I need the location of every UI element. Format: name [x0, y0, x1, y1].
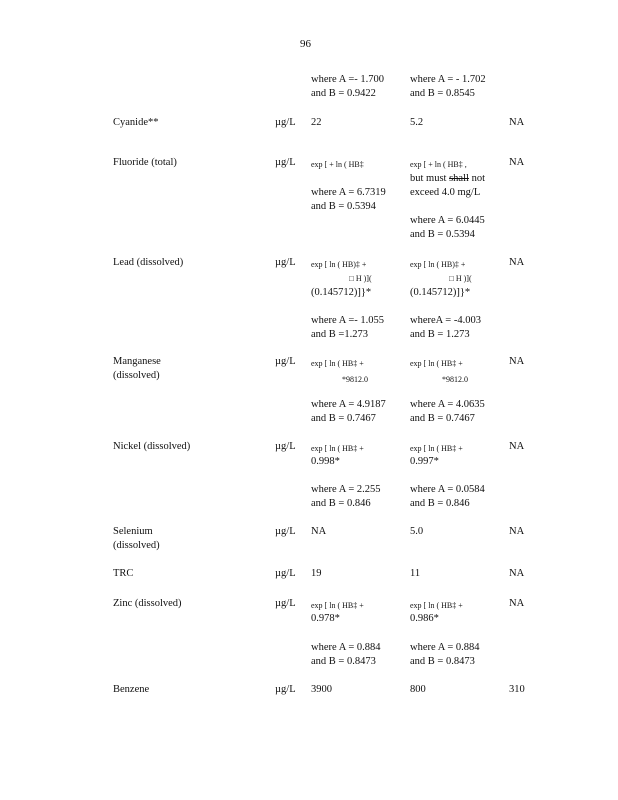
parameter-name: Zinc (dissolved)	[113, 598, 182, 609]
criteria-col2-text: where A = 4.0635	[410, 399, 485, 410]
criteria-col2-text: and B = 0.846	[410, 498, 470, 509]
criteria-col3-text: NA	[509, 598, 525, 609]
criteria-col1-text: and B =1.273	[311, 329, 368, 340]
criteria-col2-text: and B = 0.7467	[410, 413, 475, 424]
criteria-col2-text: and B = 0.8545	[410, 88, 475, 99]
fluoride-note	[410, 172, 485, 185]
criteria-col2-text: whereA = -4.003	[410, 315, 481, 326]
formula-col2: 0.986*	[410, 613, 439, 624]
criteria-col2-text: where A = 0.0584	[410, 484, 485, 495]
criteria-col1-text: where A = 0.884	[311, 642, 381, 653]
unit: µg/L	[275, 117, 296, 128]
formula-col1: □ H )](	[349, 274, 372, 283]
criteria-col1-text: and B = 0.8473	[311, 656, 376, 667]
unit: µg/L	[275, 356, 296, 367]
formula-col1: exp [ ln ( HB‡ +	[311, 601, 364, 610]
note-pre: but must	[410, 173, 450, 184]
parameter-name: Nickel (dissolved)	[113, 441, 191, 452]
unit: µg/L	[275, 526, 296, 537]
criteria-col2-text: and B = 0.8473	[410, 656, 475, 667]
criteria-col2-text: and B = 1.273	[410, 329, 470, 340]
unit: µg/L	[275, 157, 296, 168]
parameter-name: (dissolved)	[113, 540, 160, 551]
unit: µg/L	[275, 257, 296, 268]
criteria-col3-text: NA	[509, 441, 525, 452]
criteria-col3-text: NA	[509, 356, 525, 367]
criteria-col1-text: where A = 2.255	[311, 484, 381, 495]
criteria-col2-text: 5.2	[410, 117, 424, 128]
criteria-col1-text: and B = 0.5394	[311, 201, 376, 212]
unit: µg/L	[275, 568, 296, 579]
unit: µg/L	[275, 684, 296, 695]
criteria-col1-text: where A =- 1.700	[311, 74, 384, 85]
formula-col2: exp [ ln ( HB)‡ +	[410, 260, 466, 269]
criteria-col1-text: NA	[311, 526, 327, 537]
criteria-col3-text: 310	[509, 684, 525, 695]
formula-col2: □ H )](	[449, 274, 472, 283]
criteria-col3-text: NA	[509, 257, 525, 268]
criteria-col2-text: where A = - 1.702	[410, 74, 486, 85]
criteria-col1-text: where A =- 1.055	[311, 315, 384, 326]
criteria-col2-text: 11	[410, 568, 421, 579]
criteria-col1-text: 19	[311, 568, 322, 579]
unit: µg/L	[275, 441, 296, 452]
fluoride-note-line2: exceed 4.0 mg/L	[410, 187, 481, 198]
formula-col2: *9812.0	[442, 375, 468, 384]
note-post: not	[468, 173, 485, 184]
criteria-col3-text: NA	[509, 157, 525, 168]
criteria-col3-text: NA	[509, 568, 525, 579]
criteria-col1-text: where A = 4.9187	[311, 399, 386, 410]
formula-col2: exp [ ln ( HB‡ +	[410, 601, 463, 610]
criteria-col2-text: and B = 0.5394	[410, 229, 475, 240]
formula-col1: 0.998*	[311, 456, 340, 467]
parameter-name: Manganese	[113, 356, 161, 367]
formula-col2: 0.997*	[410, 456, 439, 467]
criteria-col1-text: and B = 0.846	[311, 498, 371, 509]
criteria-col1-text: and B = 0.7467	[311, 413, 376, 424]
parameter-name: Cyanide**	[113, 117, 159, 128]
formula-col1: exp [ ln ( HB)‡ +	[311, 260, 367, 269]
struck-word: shall	[449, 173, 469, 184]
formula-col1: exp [ ln ( HB‡ +	[311, 444, 364, 453]
criteria-col2-text: where A = 0.884	[410, 642, 480, 653]
formula-col1: exp [ + ln ( HB‡	[311, 160, 364, 169]
parameter-name: TRC	[113, 568, 134, 579]
criteria-col2-text: 800	[410, 684, 426, 695]
criteria-col1-text: 22	[311, 117, 322, 128]
formula-col1: (0.145712)]}*	[311, 287, 372, 298]
formula-col2: exp [ ln ( HB‡ +	[410, 444, 463, 453]
formula-col2: exp [ ln ( HB‡ +	[410, 359, 463, 368]
parameter-name: Selenium	[113, 526, 153, 537]
formula-col1: exp [ ln ( HB‡ +	[311, 359, 364, 368]
parameter-name: Lead (dissolved)	[113, 257, 184, 268]
parameter-name: (dissolved)	[113, 370, 160, 381]
formula-col1: *9812.0	[342, 375, 368, 384]
parameter-name: Fluoride (total)	[113, 157, 177, 168]
criteria-col3-text: NA	[509, 526, 525, 537]
criteria-col3-text: NA	[509, 117, 525, 128]
unit: µg/L	[275, 598, 296, 609]
criteria-col1-text: where A = 6.7319	[311, 187, 386, 198]
criteria-col1-text: 3900	[311, 684, 332, 695]
page-number: 96	[300, 38, 311, 50]
parameter-name: Benzene	[113, 684, 150, 695]
criteria-col2-text: where A = 6.0445	[410, 215, 485, 226]
criteria-col2-text: 5.0	[410, 526, 424, 537]
criteria-col1-text: and B = 0.9422	[311, 88, 376, 99]
formula-col2: exp [ + ln ( HB‡ ,	[410, 160, 467, 169]
formula-col1: 0.978*	[311, 613, 340, 624]
formula-col2: (0.145712)]}*	[410, 287, 471, 298]
